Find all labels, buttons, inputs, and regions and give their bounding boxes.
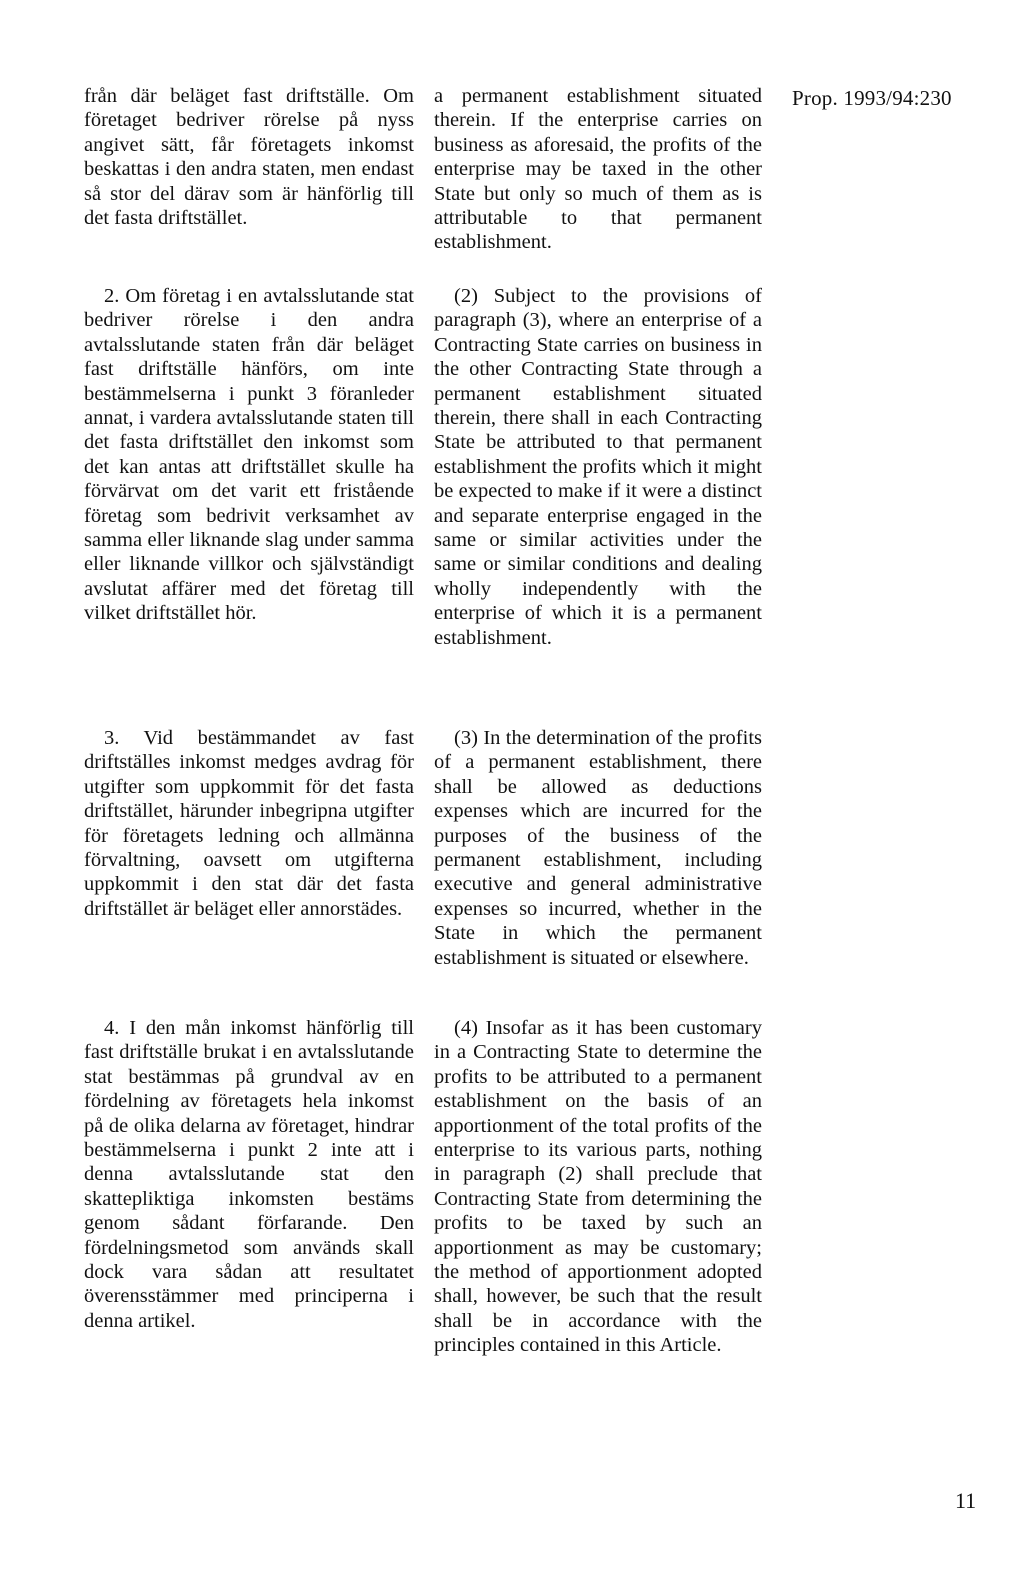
english-paragraph-3: (3) In the determination of the profits of a permanent establishment, there shall be allowed as deductions expenses which are incurred for the purposes of the business of the permanent establishment, including executive and general administrative expenses so incurred, whether in the State in which the permanent establishment is situated or elsewhere.: [434, 727, 762, 969]
english-paragraph-1-continuation: a permanent establishment situated therein. If the enterprise carries on business as aforesaid, the profits of the enterprise may be taxed in the other State but only so much of them as is attributable to that permanent establishment.: [434, 85, 762, 254]
page-number: 11: [955, 1488, 977, 1513]
english-paragraph-4: (4) Insofar as it has been customary in a Contracting State to determine the profits to be attributed to a permanent establishment on the basis of an apportionment of the total profits of the enterprise to its various parts, nothing in paragraph (2) shall preclude that Contracting State from determining the profits to be taxed by such an apportionment as may be customary; the method of apportionment adopted shall, however, be such that the result shall be in accordance with the principles contained in this Article.: [434, 1017, 762, 1357]
swedish-paragraph-1-continuation: från där beläget fast driftställe. Om företaget bedriver rörelse på nyss angivet sätt, får företagets inkomst beskattas i den andra staten, men endast så stor del därav som är hänförlig till det fasta driftstället.: [84, 85, 414, 230]
swedish-paragraph-3: 3. Vid bestämmandet av fast driftställes inkomst medges avdrag för utgifter som uppkommit för det fasta driftstället, härunder inbegripna utgifter för företagets ledning och allmänna förvaltning, oavsett om utgifterna uppkommit i den stat där det fasta driftstället är beläget eller annorstädes.: [84, 727, 414, 920]
swedish-paragraph-4: 4. I den mån inkomst hänförlig till fast driftställe brukat i en avtalsslutande stat bestämmas på grundval av en fördelning av företagets hela inkomst på de olika delarna av företaget, hindrar bestämmelserna i punkt 2 inte att i denna avtalsslutande stat den skattepliktiga inkomsten bestäms genom sådant förfarande. Den fördelningsmetod som används skall dock vara sådan att resultatet överensstämmer med principerna i denna artikel.: [84, 1017, 414, 1332]
english-paragraph-2: (2) Subject to the provisions of paragraph (3), where an enterprise of a Contracting State carries on business in the other Contracting State through a permanent establishment situated therein, there shall in each Contracting State be attributed to that permanent establishment the profits which it might be expected to make if it were a distinct and separate enterprise engaged in the same or similar activities under the same or similar conditions and dealing wholly independently with the enterprise of which it is a permanent establishment.: [434, 285, 762, 649]
document-reference: Prop. 1993/94:230: [792, 86, 952, 110]
swedish-paragraph-2: 2. Om företag i en avtalsslutande stat bedriver rörelse i den andra avtalsslutande staten från där beläget fast driftställe hänförs, om inte bestämmelserna i punkt 3 föranleder annat, i vardera avtalsslutande staten till det fasta driftstället den inkomst som det kan antas att driftstället skulle ha förvärvat om det varit ett fristående företag som bedrivit verksamhet av samma eller liknande slag under samma eller liknande villkor och självständigt avslutat affärer med det företag till vilket driftstället hör.: [84, 285, 414, 625]
